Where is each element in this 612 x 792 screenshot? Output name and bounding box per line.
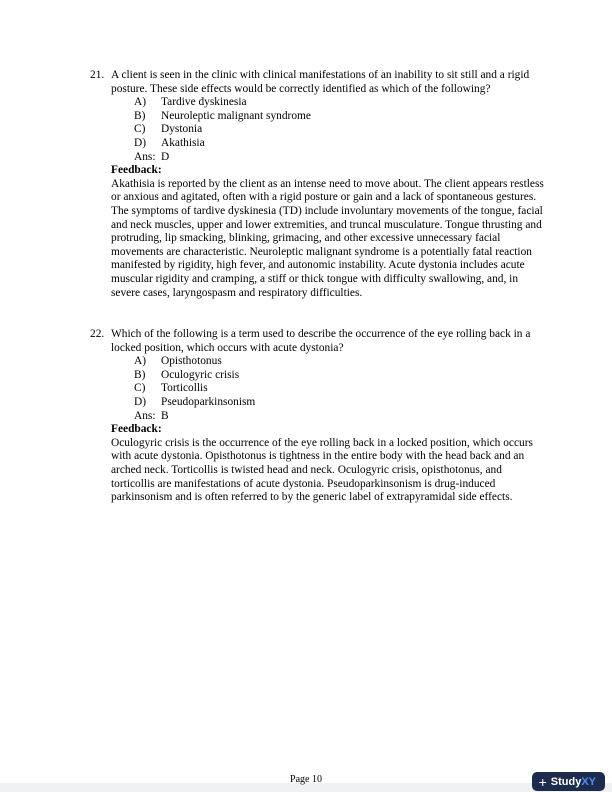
option-letter: C) — [134, 382, 146, 395]
option-text: Akathisia — [161, 136, 205, 149]
studyxy-logo[interactable] — [532, 772, 605, 791]
answer-label: Ans: — [134, 409, 156, 422]
plus-icon: + — [538, 773, 547, 790]
option-text: Pseudoparkinsonism — [161, 396, 256, 409]
question-text: Which of the following is a term used to describe the occurrence of the eye rolling back in a locked position, which occurs with acute dystonia? — [111, 328, 531, 354]
feedback-label: Feedback: — [111, 164, 162, 177]
logo-brand: Study — [550, 775, 582, 788]
answer-line — [134, 151, 548, 165]
option-d — [134, 396, 548, 410]
page-number: Page 10 — [290, 774, 322, 785]
option-text: Oculogyric crisis — [161, 368, 240, 381]
answer-value: B — [161, 409, 169, 422]
option-letter: C) — [134, 123, 146, 136]
option-d — [134, 137, 548, 151]
logo-brand-accent: XY — [581, 775, 596, 788]
feedback-text: Oculogyric crisis is the occurrence of the eye rolling back in a locked position, which occurs with acute dystonia. Opisthotonus is tightness in the entire body with the head back and an arched neck. Torticollis is twisted head and neck. Oculogyric crisis, opisthotonus, and torticollis are manifestations of acute dystonia. Pseudoparkinsonism is drug-induced parkinsonism and is often referred to by the generic label of extrapyramidal side effects. — [111, 436, 533, 504]
question-text: A client is seen in the clinic with clinical manifestations of an inability to sit still and a rigid posture. These side effects would be correctly identified as which of the following? — [111, 69, 530, 95]
page-footer — [0, 774, 612, 785]
question-number: 21. — [90, 69, 105, 81]
option-letter: B) — [134, 368, 146, 381]
answer-line — [134, 410, 548, 424]
option-a — [134, 96, 548, 110]
option-text: Torticollis — [161, 382, 208, 395]
option-letter: D) — [134, 136, 147, 149]
question-block-22 — [90, 328, 550, 505]
feedback-label: Feedback: — [111, 423, 162, 436]
option-letter: A) — [134, 96, 147, 109]
option-b — [134, 110, 548, 124]
answer-value: D — [161, 150, 170, 163]
option-c — [134, 382, 548, 396]
option-a — [134, 355, 548, 369]
option-letter: D) — [134, 396, 147, 409]
option-text: Neuroleptic malignant syndrome — [161, 109, 311, 122]
question-body — [111, 328, 548, 505]
logo-text — [551, 776, 596, 788]
option-letter: B) — [134, 109, 146, 122]
answer-label: Ans: — [134, 150, 156, 163]
question-number: 22. — [90, 328, 105, 341]
option-c — [134, 123, 548, 137]
option-text: Dystonia — [161, 123, 203, 136]
options-list — [134, 355, 548, 409]
option-letter: A) — [134, 355, 147, 368]
option-b — [134, 369, 548, 383]
option-text: Tardive dyskinesia — [161, 96, 247, 109]
options-list — [134, 96, 548, 150]
question-block-21 — [90, 69, 550, 300]
feedback-text: Akathisia is reported by the client as an intense need to move about. The client appears restless or anxious and agitated, often with a rigid posture or gain and a lack of spontaneous gestures. The symptoms of tardive dyskinesia (TD) include involuntary movements of the tongue, facial and neck muscles, upper and lower extremities, and truncal musculature. Tongue thrusting and protruding, lip smacking, blinking, grimacing, and other excessive unnecessary facial movements are characteristic. Neuroleptic malignant syndrome is a potentially fatal reaction manifested by rigidity, high fever, and autonomic instability. Acute dystonia includes acute muscular rigidity and cramping, a stiff or thick tongue with difficulty swallowing, and, in severe cases, laryngospasm and respiratory difficulties. — [111, 177, 544, 299]
option-text: Opisthotonus — [161, 355, 222, 368]
page-content — [90, 69, 550, 533]
question-body — [111, 69, 548, 300]
